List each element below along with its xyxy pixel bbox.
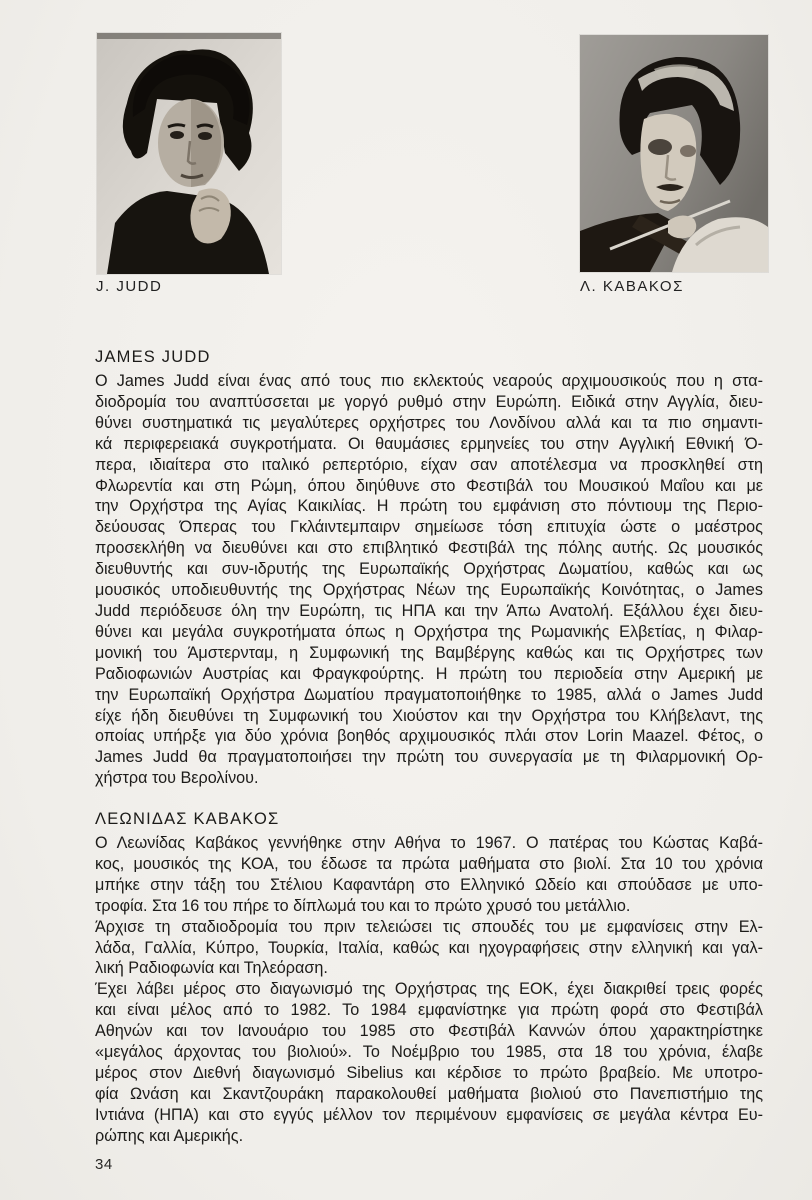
text-line: μέρος στον Διεθνή διαγωνισμό Sibelius και κέρδισε το πρώτο βραβείο. Με υποτρο- [95,1063,763,1082]
text-line: την Ευρωπαϊκή Ορχήστρα Δωματίου πραγματοποιήθηκε το 1985, αλλά ο James Judd [95,685,763,704]
paragraph [95,371,763,789]
text-line: λάδα, Γαλλία, Κύπρο, Τουρκία, Ιταλία, καθώς και ηχογραφήσεις στην ελληνική και γαλ- [95,938,763,957]
section-james-judd [95,348,763,789]
text-line: και είναι μέλος από το 1982. Το 1984 εμφανίστηκε για πρώτη φορά στο Φεστιβάλ [95,1001,763,1020]
text-line: είχε ήδη διευθύνει τη Συμφωνική του Χιούστον και την Ορχήστρα του Κλήβελαντ, της [95,706,763,725]
text-line: θύνει συστηματικά τις μεγαλύτερες ορχήστρες του Λονδίνου αλλά και τα πιο σημαντι- [95,413,763,432]
text-line: μουσικός υποδιευθυντής της Ορχήστρας Νέων της Ευρωπαϊκής Κοινότητας, ο James [95,581,763,600]
text-line: Αθηνών και τον Ιανουάριο του 1985 στο Φεστιβάλ Καννών όπου χαρακτηρίστηκε [95,1022,763,1041]
judd-portrait-image [97,33,281,274]
text-line: διευθυντής και συν-ιδρυτής της Ευρωπαϊκής Ορχήστρας Δωματίου, καθώς και ως [95,560,763,579]
text-line: λική Ραδιοφωνία και Τηλεόραση. [95,959,328,978]
text-line: ρώπης και Αμερικής. [95,1126,244,1145]
text-line: κά περιφερειακά συγκροτήματα. Οι θαυμάσιες ερμηνείες του στην Αγγλική Εθνική Ό- [95,434,763,453]
text-line: διοδρομία του αναπτύσσεται με γοργό ρυθμό στην Ευρώπη. Ειδικά στην Αγγλία, διευ- [95,392,763,411]
text-line: θύνει και μεγάλα συγκροτήματα όπως η Ορχήστρα της Ρωμανικής Ελβετίας, η Φιλαρ- [95,622,763,641]
kavakos-photo [580,35,768,272]
text-line: Φλωρεντία και στη Ρώμη, όπου διηύθυνε στο Φεστιβάλ του Μουσικού Μαΐου και με [95,476,763,495]
text-line: δεύουσας Όπερας του Γκλάιντεμπαιρν σημείωσε τόση επιτυχία ώστε ο μαέστρος [95,518,763,537]
text-line: την Ορχήστρα της Αγίας Καικιλίας. Η πρώτη του εμφάνιση στο πόντιουμ της Περιο- [95,497,763,516]
paragraph [95,979,763,1146]
text-line: Ο Λεωνίδας Καβάκος γεννήθηκε στην Αθήνα το 1967. Ο πατέρας του Κώστας Καβά- [95,834,763,852]
judd-photo [97,33,281,274]
text-line: τροφία. Στα 16 του πήρε το δίπλωμά του και το πρώτο χρυσό του μετάλλιο. [95,896,631,915]
section-leonidas-kavakos [95,810,763,1147]
text-line: «μεγάλος άρχοντας του βιολιού». Το Νοέμβριο του 1985, στα 18 του χρόνια, έλαβε [95,1043,763,1062]
kavakos-portrait-image [580,35,768,272]
text-line: οποίας υπήρξε για δύο χρόνια βοηθός αρχιμουσικός πλάι στον Lorin Maazel. Φέτος, ο [95,727,763,746]
text-line: προσεκλήθη να διευθύνει και στο επιβλητικό Φεστιβάλ της πόλης αυτής. Ως μουσικός [95,539,763,558]
text-line: Ο James Judd είναι ένας από τους πιο εκλεκτούς νεαρούς αρχιμουσικούς που η στα- [95,372,763,390]
text-line: μονική του Άμστερνταμ, η Συμφωνική της Βαμβέργης καθώς και τις Ορχήστρες των [95,643,763,662]
paragraph [95,917,763,980]
text-line: περα, ιδιαίτερα στο ιταλικό ρεπερτόριο, είχαν σαν αποτέλεσμα να προσκληθεί στη [95,455,763,474]
text-line: Judd περιόδευσε όλη την Ευρώπη, τις ΗΠΑ και την Άπω Ανατολή. Εξάλλου έχει διευ- [95,601,763,620]
bio-text-james-judd [95,371,763,789]
text-line: χήστρα του Βερολίνου. [95,769,259,788]
text-line: Άρχισε τη σταδιοδρομία του πριν τελειώσει τις σπουδές του με εμφανίσεις στην Ελ- [95,917,763,936]
text-line: James Judd θα πραγματοποιήσει την πρώτη του συνεργασία με τη Φιλαρμονική Ορ- [95,748,763,767]
judd-photo-caption: J. JUDD [96,278,163,295]
text-line: Ραδιοφωνιών Αυστρίας και Φραγκφούρτης. Η πρώτη του περιοδεία στην Αμερική με [95,664,763,683]
kavakos-photo-caption: Λ. ΚΑΒΑΚΟΣ [580,278,684,295]
section-heading-leonidas-kavakos: ΛΕΩΝΙΔΑΣ ΚΑΒΑΚΟΣ [95,810,280,828]
text-line: μπήκε στην τάξη του Στέλιου Καφαντάρη στο Ελληνικό Ωδείο και σπούδασε με υπο- [95,875,763,894]
section-heading-james-judd: JAMES JUDD [95,348,211,366]
text-line: φία Ωνάση και Σκαντζουράκη παρακολουθεί μαθήματα βιολιού στο Πανεπιστήμιο της [95,1084,763,1103]
page-number: 34 [95,1156,113,1173]
text-line: Ιντιάνα (ΗΠΑ) και στο εγγύς μέλλον τον περιμένουν εμφανίσεις σε μεγάλα κέντρα Ευ- [95,1105,763,1124]
paragraph [95,833,763,917]
bio-text-leonidas-kavakos [95,833,763,1147]
text-line: κος, μουσικός της ΚΟΑ, του έδωσε τα πρώτα μαθήματα στο βιολί. Στα 10 του χρόνια [95,854,763,873]
text-line: Έχει λάβει μέρος στο διαγωνισμό της Ορχήστρας της ΕΟΚ, έχει διακριθεί τρεις φορές [95,980,763,999]
